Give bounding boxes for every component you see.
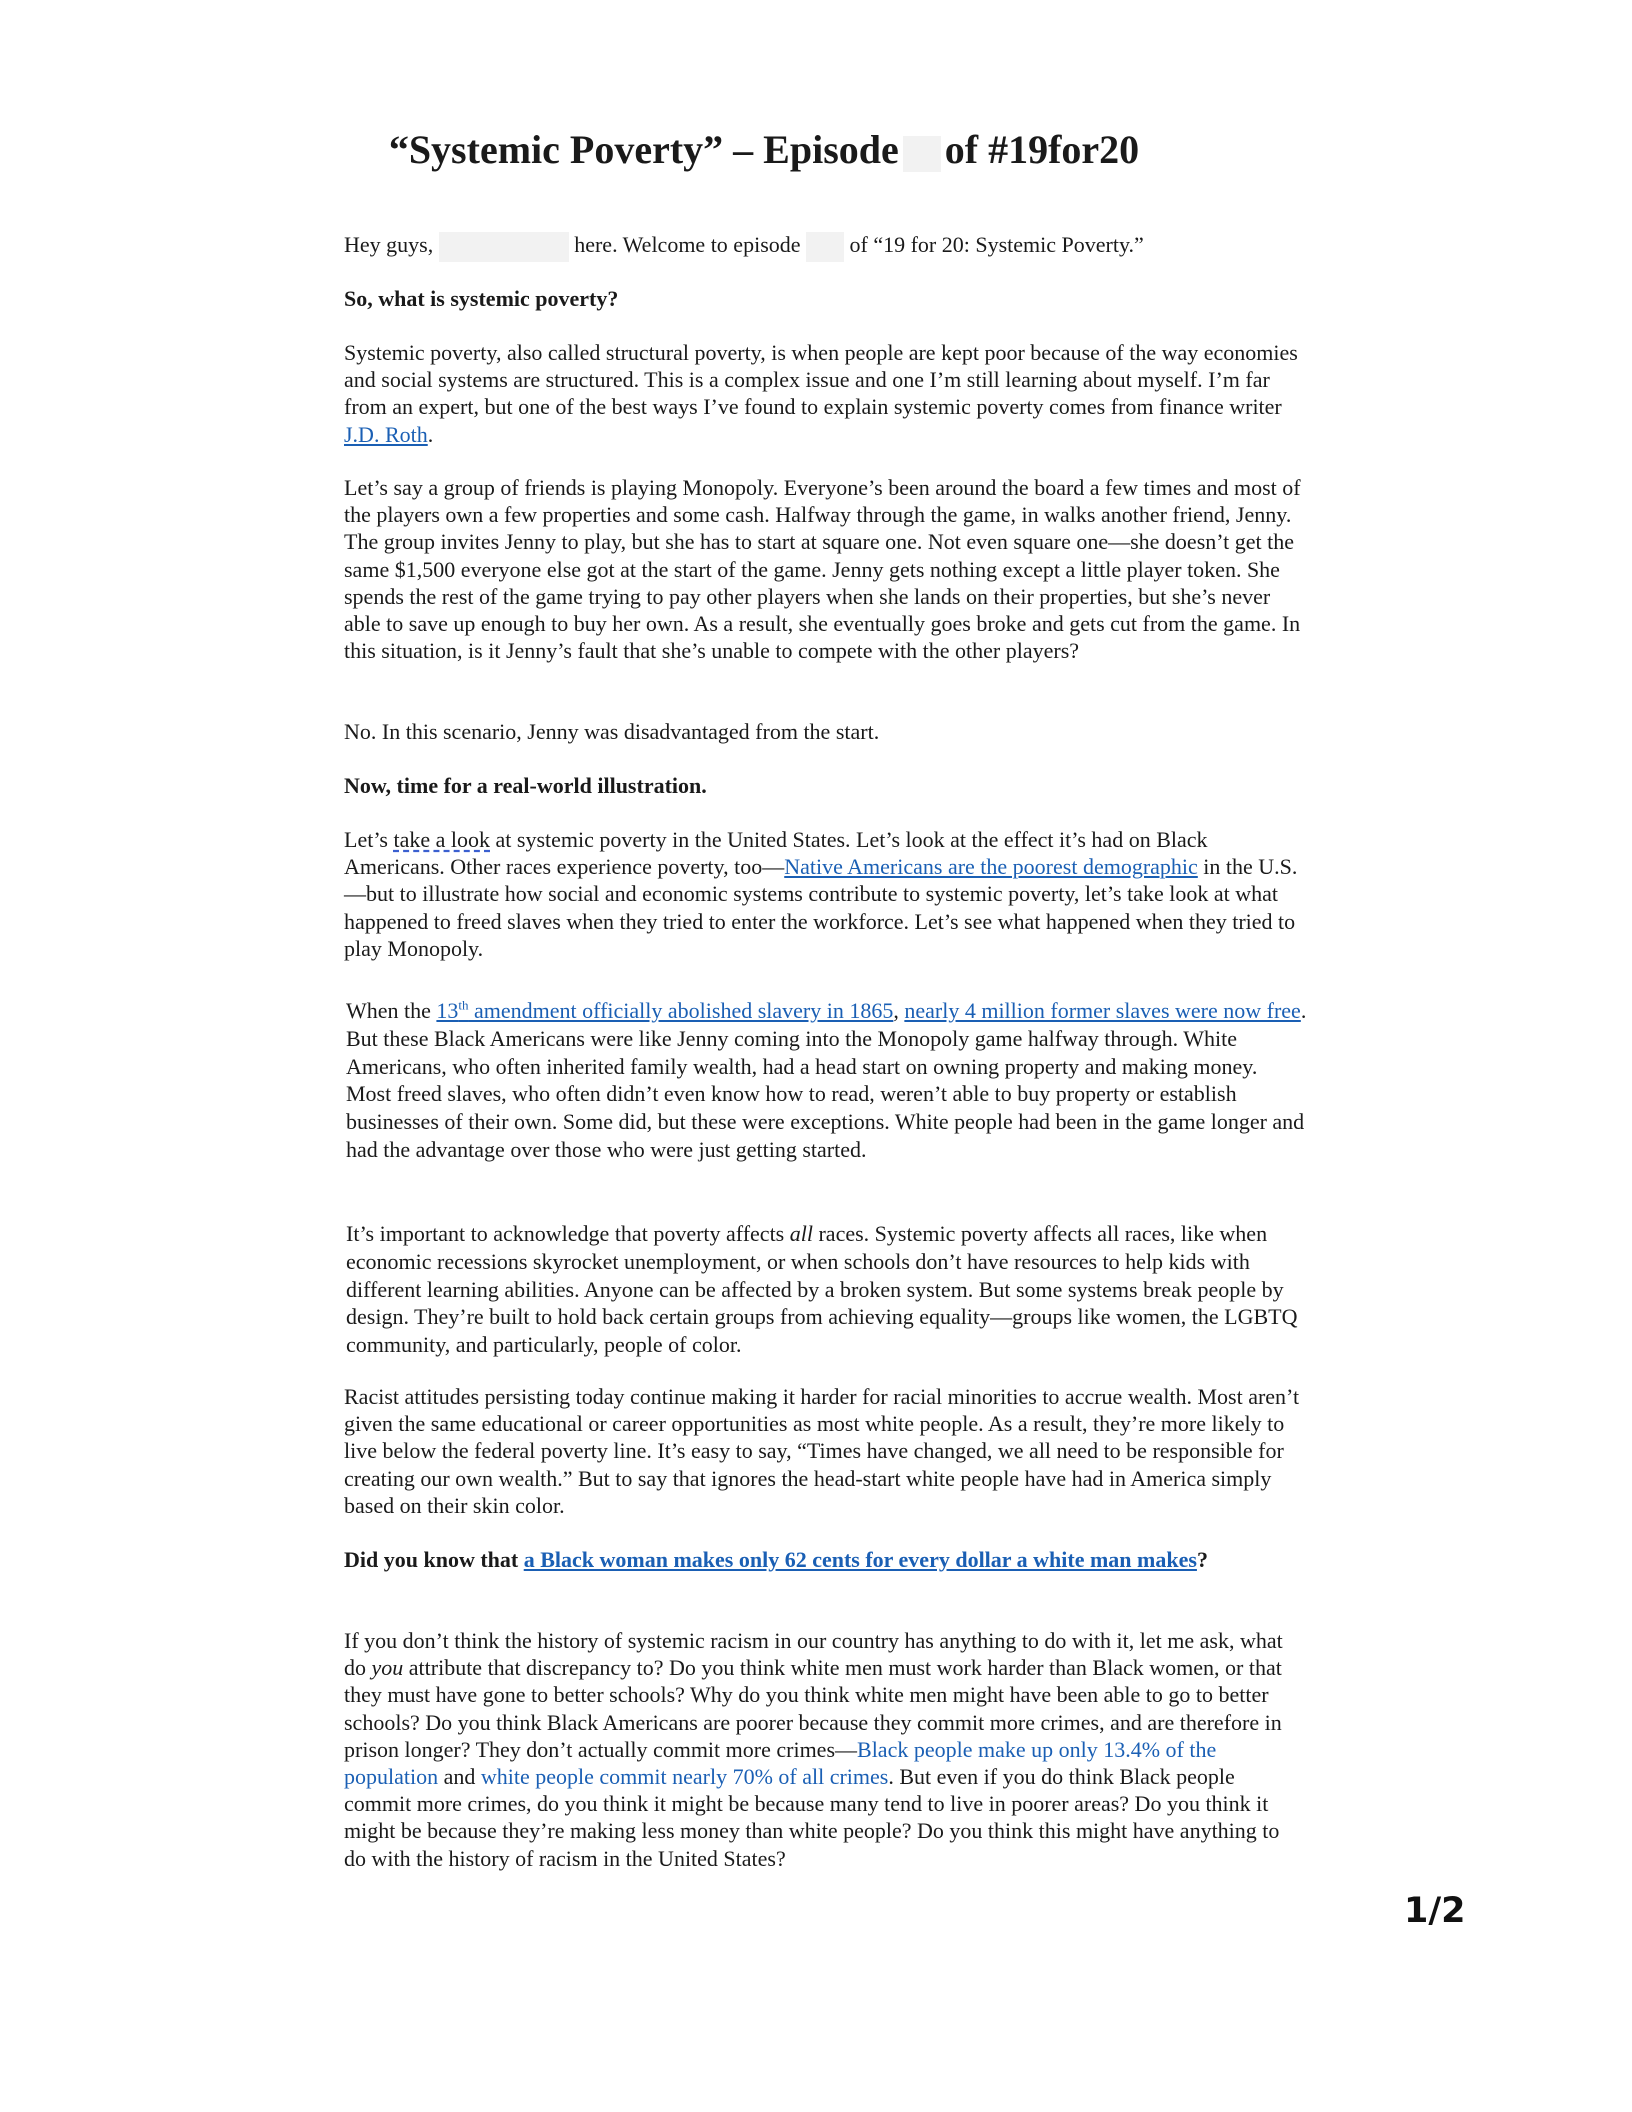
paragraph-definition: Systemic poverty, also called structural poverty, is when people are kept poor because of the way economies and social systems are structured. This is a complex issue and one I’m still learning about myself. I’m far from an expert, but one of the best ways I’ve found to explain systemic poverty comes from finance writer J.D. Roth. [344,340,1298,447]
link-wage-gap[interactable]: a Black woman makes only 62 cents for every dollar a white man makes [523,1547,1197,1572]
heading-what-is-systemic-poverty: So, what is systemic poverty? [344,286,619,311]
link-native-americans-poorest[interactable]: Native Americans are the poorest demographic [784,854,1198,880]
redaction-box [439,232,569,262]
redaction-box [806,232,844,262]
paragraph-systemic-poverty-us: Let’s take a look at systemic poverty in the United States. Let’s look at the effect it’s had on Black Americans. Other races experience poverty, too—Native Americans are the poorest demographic in the U.S.—but to illustrate how social and economic systems contribute to systemic poverty, let’s take look at what happened to freed slaves when they tried to enter the workforce. Let’s see what happened when they tried to play Monopoly. [344,827,1298,961]
paragraph-discrepancy: If you don’t think the history of systemic racism in our country has anything to do with it, let me ask, what do you attribute that discrepancy to? Do you think white men must work harder than Black women, or that they must have gone to better schools? Why do you think white men might have been able to go to better schools? Do you think Black Americans are poorer because they commit more crimes, and are therefore in prison longer? They don’t actually commit more crimes—Black people make up only 13.4% of the population and white people commit nearly 70% of all crimes. But even if you do think Black people commit more crimes, do you think it might be because many tend to live in poorer areas? Do you think it might be because they’re making less money than white people? Do you think this might have anything to do with the history of racism in the United States? [344,1628,1283,1871]
link-crime-stat[interactable]: white people commit nearly 70% of all crimes [480,1764,889,1790]
question-wage-gap: Did you know that a Black woman makes only 62 cents for every dollar a white man makes? [344,1547,1208,1572]
intro-paragraph: Hey guys, here. Welcome to episode of “19 for 20: Systemic Poverty.” [344,231,1304,262]
paragraph-13th-amendment: When the 13th amendment officially abolished slavery in 1865, nearly 4 million former slaves were now free. But these Black Americans were like Jenny coming into the Monopoly game halfway through. White Americans, who often inherited family wealth, had a head start on owning property and making money. Most freed slaves, who often didn’t even know how to read, weren’t able to buy property or establish businesses of their own. Some did, but these were exceptions. White people had been in the game longer and had the advantage over those who were just getting started. [346,997,1307,1162]
redaction-box [903,136,941,172]
grammar-suggestion[interactable]: take a look [393,827,491,852]
paragraph-monopoly: Let’s say a group of friends is playing Monopoly. Everyone’s been around the board a few times and most of the players own a few properties and some cash. Halfway through the game, in walks another friend, Jenny. The group invites Jenny to play, but she has to start at square one. Not even square one—she doesn’t get the same $1,500 everyone else got at the start of the game. Jenny gets nothing except a little player token. She spends the rest of the game trying to pay other players when she lands on their properties, but she’s never able to save up enough to buy her own. As a result, she eventually goes broke and gets cut from the game. In this situation, is it Jenny’s fault that she’s unable to compete with the other players? [344,475,1301,664]
link-former-slaves-free[interactable]: nearly 4 million former slaves were now free [904,998,1301,1023]
page-number: 1/2 [1404,1891,1466,1931]
heading-real-world-illustration: Now, time for a real-world illustration. [344,773,707,798]
paragraph-racist-attitudes: Racist attitudes persisting today continue making it harder for racial minorities to accrue wealth. Most aren’t given the same educational or career opportunities as most white people. As a result, they’re more likely to live below the federal poverty line. It’s easy to say, “Times have changed, we all need to be responsible for creating our own wealth.” But to say that ignores the head-start white people have had in America simply based on their skin color. [344,1384,1300,1518]
link-population-stat[interactable]: Black people make up only 13.4% of the population [344,1736,1217,1790]
document-title: “Systemic Poverty” – Episode of #19for20 [388,127,1140,172]
paragraph-poverty-all-races: It’s important to acknowledge that poverty affects all races. Systemic poverty affects all races, like when economic recessions skyrocket unemployment, or when schools don’t have resources to help kids with different learning abilities. Anyone can be affected by a broken system. But some systems break people by design. They’re built to hold back certain groups from achieving equality—groups like women, the LGBTQ community, and particularly, people of color. [346,1221,1298,1358]
link-13th-amendment[interactable]: 13th amendment officially abolished slavery in 1865 [436,997,894,1023]
paragraph-jenny-disadvantaged: No. In this scenario, Jenny was disadvantaged from the start. [344,719,880,744]
link-jd-roth[interactable]: J.D. Roth [344,421,428,447]
